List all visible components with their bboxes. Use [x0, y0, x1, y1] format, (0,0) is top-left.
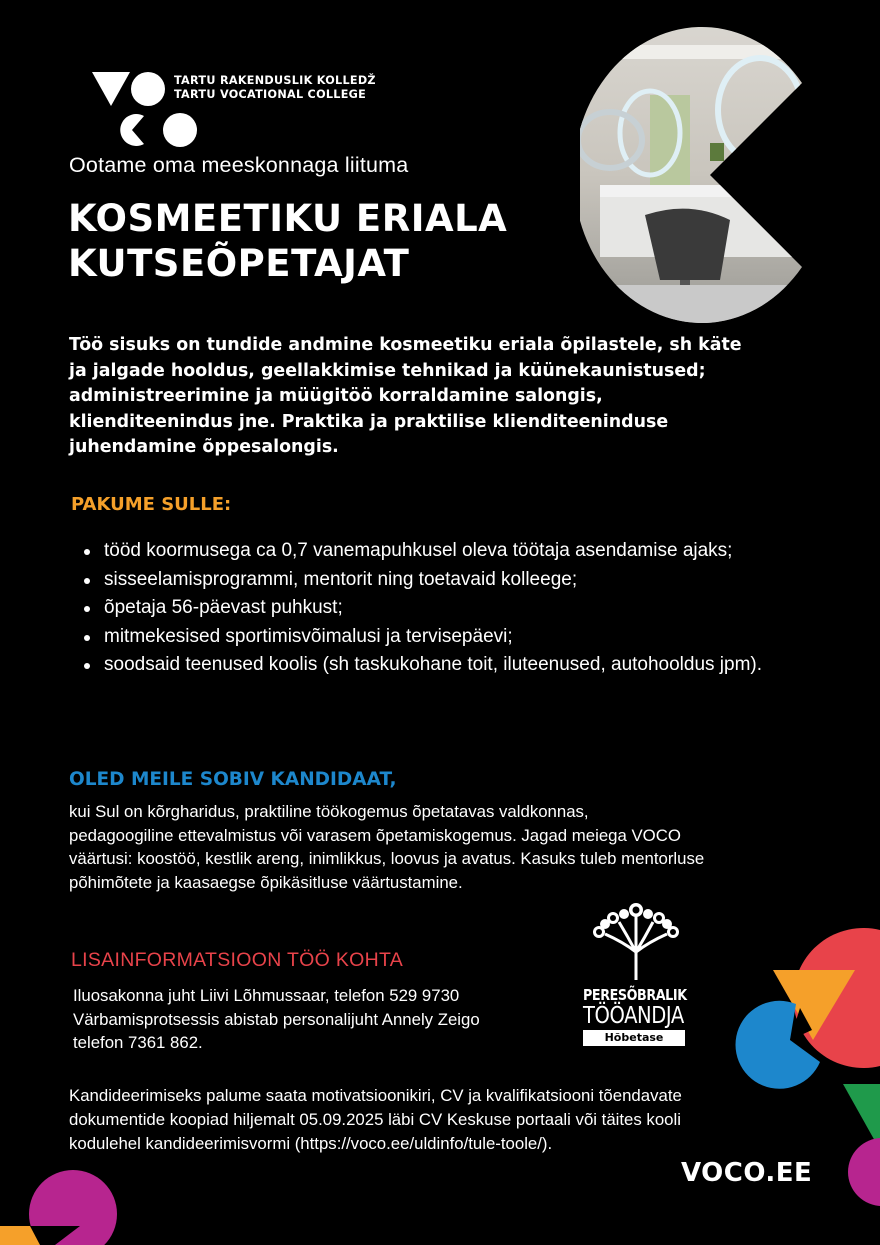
offer-item: tööd koormusega ca 0,7 vanemapuhkusel oleva töötaja asendamise ajaks; [72, 537, 862, 566]
college-name-en: TARTU VOCATIONAL COLLEGE [174, 87, 367, 101]
job-description-line: administreerimine ja müügitöö korraldamine salongis, [69, 386, 603, 406]
contact-line: Iluosakonna juht Liivi Lõhmussaar, telefon 529 9730 [73, 986, 460, 1005]
offer-item: mitmekesised sportimisvõimalusi ja tervisepäevi; [72, 623, 862, 652]
title-line-1: KOSMEETIKU ERIALA [68, 197, 508, 240]
offer-item: õpetaja 56-päevast puhkust; [72, 594, 862, 623]
apply-line[interactable]: kodulehel kandideerimisvormi (https://voco.ee/uldinfo/tule-toole/). [69, 1134, 553, 1153]
subtitle: Ootame oma meeskonnaga liituma [69, 153, 409, 177]
blue-pacman-shape [736, 1001, 820, 1089]
application-instructions [69, 1084, 859, 1156]
more-info-heading: LISAINFORMATSIOON TÖÖ KOHTA [71, 949, 404, 971]
magenta-pacman-shape [29, 1170, 117, 1245]
family-tree-icon [583, 902, 689, 982]
offer-item: sisseelamisprogrammi, mentorit ning toetavaid kolleege; [72, 566, 862, 595]
award-title-line-1: PERESÕBRALIK [583, 986, 687, 1004]
offers-list [72, 537, 862, 680]
college-name [174, 74, 376, 101]
candidate-heading: OLED MEILE SOBIV KANDIDAAT, [69, 769, 397, 790]
candidate-requirements [69, 800, 849, 894]
offers-heading: PAKUME SULLE: [71, 494, 232, 515]
offer-item: soodsaid teenused koolis (sh taskukohane toit, iluteenused, autohooldus jpm). [72, 651, 862, 680]
award-title-line-2: TÖÖANDJA [583, 1003, 684, 1029]
orange-triangle-shape [773, 970, 855, 1040]
orange-corner-shape [0, 1226, 40, 1245]
contact-info [73, 984, 480, 1055]
apply-line: Kandideerimiseks palume saata motivatsioonikiri, CV ja kvalifikatsiooni tõendavate [69, 1086, 682, 1105]
job-description-line: klienditeenindus jne. Praktika ja praktilise klienditeeninduse [69, 411, 669, 432]
candidate-line: kui Sul on kõrgharidus, praktiline töökogemus õpetatavas valdkonnas, [69, 802, 589, 821]
apply-line: dokumentide koopiad hiljemalt 05.09.2025 läbi CV Keskuse portaali või täites kooli [69, 1110, 681, 1129]
job-description [69, 333, 829, 461]
candidate-line: pedagoogiline ettevalmistus või varasem õpetamiskogemus. Jagad meiega VOCO [69, 825, 681, 845]
job-description-line: Töö sisuks on tundide andmine kosmeetiku eriala õpilastele, sh käte [69, 335, 742, 355]
college-name-et: TARTU RAKENDUSLIK KOLLEDŽ [174, 74, 376, 87]
title-line-2: KUTSEÕPETAJAT [68, 242, 410, 285]
job-description-line: juhendamine õppesalongis. [69, 437, 339, 457]
page-title [68, 196, 507, 286]
contact-line: Värbamisprotsessis abistab personalijuht Annely Zeigo [73, 1009, 480, 1029]
award-level-badge: Hõbetase [583, 1030, 685, 1046]
salon-photo [580, 25, 840, 325]
candidate-line: põhimõtete ja kaasaegse õpikäsitluse väärtustamine. [69, 872, 463, 892]
black-cut [790, 1008, 812, 1040]
red-pacman-shape [793, 928, 880, 1068]
family-friendly-employer-badge [583, 902, 689, 1046]
job-description-line: ja jalgade hooldus, geellakkimise tehnikad ja küünekaunistused; [69, 360, 706, 381]
website-link[interactable]: VOCO.EE [681, 1158, 813, 1188]
contact-line: telefon 7361 862. [73, 1033, 203, 1052]
candidate-line: väärtusi: koostöö, kestlik areng, inimlikkus, loovus ja avatus. Kasuks tuleb mentorluse [69, 849, 705, 868]
